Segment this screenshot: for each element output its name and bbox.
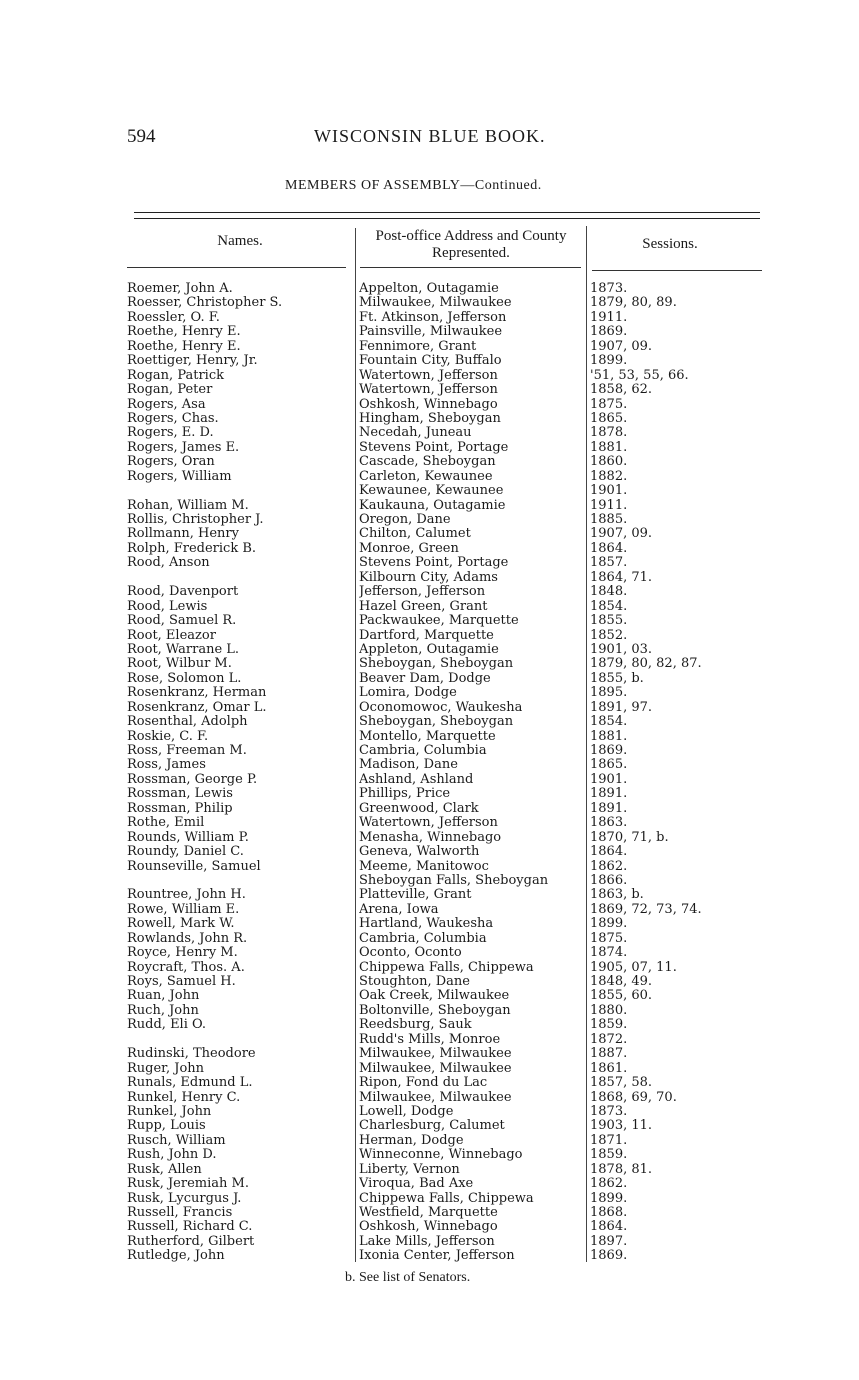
- post-office-county: Lomira, Dodge: [359, 686, 457, 701]
- table-row: [0, 1004, 859, 1018]
- table-row: [0, 600, 859, 614]
- table-row: [0, 1091, 859, 1105]
- member-name: Rush, John D.: [127, 1148, 217, 1163]
- table-row: [0, 874, 859, 888]
- post-office-county: Madison, Dane: [359, 758, 458, 773]
- table-row: [0, 1206, 859, 1220]
- sessions: 1869.: [590, 744, 628, 758]
- table-row: [0, 282, 859, 296]
- post-office-county: Ft. Atkinson, Jefferson: [359, 310, 507, 325]
- sessions: 1863, b.: [590, 888, 644, 903]
- sessions: 1879, 80, 82, 87.: [590, 657, 702, 672]
- table-row: [0, 369, 859, 383]
- member-name: Ross, James: [127, 758, 206, 773]
- sessions: 1885.: [590, 513, 628, 527]
- post-office-county: Hartland, Waukesha: [359, 917, 494, 932]
- sessions: 1864.: [590, 845, 628, 860]
- sessions: 1858, 62.: [590, 383, 653, 398]
- post-office-county: Jefferson, Jefferson: [359, 585, 486, 600]
- sessions: 1880.: [590, 1003, 628, 1018]
- member-name: Rood, Davenport: [127, 585, 239, 600]
- post-office-county: Watertown, Jefferson: [359, 816, 498, 831]
- table-row: [0, 946, 859, 960]
- sessions: 1881.: [590, 440, 628, 455]
- running-head: WISCONSIN BLUE BOOK.: [314, 126, 546, 146]
- member-name: Rogers, Oran: [127, 455, 215, 470]
- sessions: 1907, 09.: [590, 339, 653, 354]
- member-name: Rogers, Asa: [127, 397, 206, 412]
- post-office-county: Cascade, Sheboygan: [359, 455, 496, 470]
- sessions: 1895.: [590, 686, 628, 701]
- table-row: [0, 340, 859, 354]
- member-name: Rossman, Philip: [127, 801, 233, 816]
- post-office-county: Montello, Marquette: [359, 729, 496, 744]
- sessions: 1869.: [590, 325, 628, 340]
- post-office-county: Milwaukee, Milwaukee: [359, 1090, 512, 1105]
- footnote: b. See list of Senators.: [345, 1270, 471, 1285]
- sessions: 1864, 71.: [590, 570, 653, 585]
- member-name: Root, Wilbur M.: [127, 657, 232, 672]
- post-office-county: Arena, Iowa: [359, 902, 439, 917]
- sessions: 1879, 80, 89.: [590, 296, 677, 311]
- table-row: [0, 354, 859, 368]
- member-name: Rossman, George P.: [127, 772, 258, 787]
- sessions: 1868.: [590, 1206, 628, 1220]
- column-header-sessions: Sessions.: [642, 236, 698, 252]
- post-office-county: Hazel Green, Grant: [359, 599, 488, 614]
- member-name: Rood, Lewis: [127, 599, 208, 614]
- sessions: 1869, 72, 73, 74.: [590, 902, 702, 917]
- sessions: 1855, b.: [590, 671, 644, 686]
- member-name: Rusk, Lycurgus J.: [127, 1191, 242, 1206]
- table-row: [0, 1192, 859, 1206]
- table-row: [0, 831, 859, 845]
- member-name: Rountree, John H.: [127, 888, 246, 903]
- post-office-county: Oak Creek, Milwaukee: [359, 989, 510, 1004]
- sessions: 1901.: [590, 484, 628, 499]
- sessions: 1901, 03.: [590, 642, 653, 657]
- member-name: Rossman, Lewis: [127, 787, 233, 802]
- member-name: Rupp, Louis: [127, 1119, 206, 1134]
- members-table: [0, 282, 859, 1264]
- table-row: [0, 556, 859, 570]
- table-row: [0, 961, 859, 975]
- sessions: 1878, 81.: [590, 1162, 653, 1177]
- sessions: 1852.: [590, 628, 628, 643]
- post-office-county: Menasha, Winnebago: [359, 830, 502, 845]
- sessions: 1863.: [590, 816, 628, 831]
- sessions: 1859.: [590, 1018, 628, 1033]
- sessions: 1897.: [590, 1234, 628, 1249]
- member-name: Root, Warrane L.: [127, 642, 240, 657]
- sessions: 1854.: [590, 715, 628, 730]
- table-row: [0, 845, 859, 859]
- post-office-county: Kewaunee, Kewaunee: [359, 484, 504, 499]
- post-office-county: Greenwood, Clark: [359, 801, 479, 816]
- post-office-county: Oconto, Oconto: [359, 946, 462, 961]
- post-office-county: Phillips, Price: [359, 787, 451, 802]
- table-row: [0, 296, 859, 310]
- table-row: [0, 816, 859, 830]
- member-name: Roemer, John A.: [127, 282, 233, 296]
- sessions: 1887.: [590, 1047, 628, 1062]
- post-office-county: Rudd's Mills, Monroe: [359, 1032, 501, 1047]
- post-office-county: Cambria, Columbia: [359, 744, 487, 758]
- member-name: Ruch, John: [127, 1003, 199, 1018]
- post-office-county: Westfield, Marquette: [359, 1206, 498, 1220]
- table-row: [0, 787, 859, 801]
- post-office-county: Kaukauna, Outagamie: [359, 498, 506, 513]
- member-name: Rudinski, Theodore: [127, 1047, 256, 1062]
- post-office-county: Watertown, Jefferson: [359, 383, 498, 398]
- sessions: 1907, 09.: [590, 527, 653, 542]
- sessions: 1881.: [590, 729, 628, 744]
- post-office-county: Appelton, Outagamie: [359, 282, 499, 296]
- table-row: [0, 1105, 859, 1119]
- member-name: Rood, Anson: [127, 556, 210, 571]
- column-header-underline-post: [360, 267, 581, 268]
- table-row: [0, 1134, 859, 1148]
- member-name: Russell, Francis: [127, 1206, 233, 1220]
- post-office-county: Lowell, Dodge: [359, 1104, 454, 1119]
- table-row: [0, 975, 859, 989]
- post-office-county: Oregon, Dane: [359, 513, 451, 527]
- sessions: 1891.: [590, 801, 628, 816]
- member-name: Ruger, John: [127, 1061, 205, 1076]
- member-name: Rollmann, Henry: [127, 527, 239, 542]
- table-row: [0, 715, 859, 729]
- sessions: 1855, 60.: [590, 989, 653, 1004]
- post-office-county: Chilton, Calumet: [359, 527, 471, 542]
- member-name: Rosenkranz, Herman: [127, 686, 267, 701]
- member-name: Rusch, William: [127, 1133, 226, 1148]
- sessions: 1905, 07, 11.: [590, 960, 677, 975]
- member-name: Rogan, Peter: [127, 383, 213, 398]
- post-office-county: Chippewa Falls, Chippewa: [359, 960, 534, 975]
- table-row: [0, 643, 859, 657]
- sessions: 1862.: [590, 859, 628, 874]
- member-name: Rudd, Eli O.: [127, 1018, 207, 1033]
- table-row: [0, 758, 859, 772]
- post-office-county: Necedah, Juneau: [359, 426, 472, 441]
- post-office-county: Monroe, Green: [359, 541, 459, 556]
- table-row: [0, 657, 859, 671]
- member-name: Roys, Samuel H.: [127, 975, 236, 989]
- post-office-county: Ashland, Ashland: [359, 772, 474, 787]
- member-name: Rutledge, John: [127, 1249, 225, 1264]
- table-row: [0, 426, 859, 440]
- post-office-county: Herman, Dodge: [359, 1133, 464, 1148]
- post-office-county: Geneva, Walworth: [359, 845, 480, 860]
- sessions: 1857.: [590, 556, 628, 571]
- table-row: [0, 484, 859, 498]
- post-office-county: Sheboygan, Sheboygan: [359, 715, 514, 730]
- member-name: Rowe, William E.: [127, 902, 240, 917]
- table-row: [0, 1033, 859, 1047]
- sessions: 1903, 11.: [590, 1119, 653, 1134]
- table-row: [0, 1163, 859, 1177]
- sessions: 1864.: [590, 1220, 628, 1235]
- table-row: [0, 1062, 859, 1076]
- table-row: [0, 744, 859, 758]
- table-row: [0, 470, 859, 484]
- member-name: Root, Eleazor: [127, 628, 216, 643]
- table-row: [0, 383, 859, 397]
- sessions: 1899.: [590, 917, 628, 932]
- post-office-county: Kilbourn City, Adams: [359, 570, 498, 585]
- table-row: [0, 932, 859, 946]
- post-office-county: Stoughton, Dane: [359, 975, 470, 989]
- post-office-county: Stevens Point, Portage: [359, 556, 509, 571]
- column-header-underline-names: [127, 267, 346, 268]
- member-name: Roskie, C. F.: [127, 729, 209, 744]
- sessions: 1855.: [590, 614, 628, 629]
- table-row: [0, 1076, 859, 1090]
- post-office-county: Liberty, Vernon: [359, 1162, 460, 1177]
- member-name: Rohan, William M.: [127, 498, 249, 513]
- sessions: 1878.: [590, 426, 628, 441]
- table-row: [0, 398, 859, 412]
- member-name: Rogers, William: [127, 469, 232, 484]
- table-row: [0, 585, 859, 599]
- member-name: Roesser, Christopher S.: [127, 296, 283, 311]
- post-office-county: Dartford, Marquette: [359, 628, 494, 643]
- member-name: Rose, Solomon L.: [127, 671, 242, 686]
- header-rule-top: [134, 212, 760, 213]
- table-row: [0, 1177, 859, 1191]
- post-office-county: Winneconne, Winnebago: [359, 1148, 523, 1163]
- member-name: Roethe, Henry E.: [127, 325, 241, 340]
- post-office-county: Milwaukee, Milwaukee: [359, 1061, 512, 1076]
- member-name: Rothe, Emil: [127, 816, 205, 831]
- table-row: [0, 672, 859, 686]
- member-name: Rolph, Frederick B.: [127, 541, 257, 556]
- member-name: Rosenkranz, Omar L.: [127, 700, 267, 715]
- table-row: [0, 1047, 859, 1061]
- sessions: 1848, 49.: [590, 975, 653, 989]
- sessions: 1870, 71, b.: [590, 830, 669, 845]
- sessions: 1861.: [590, 1061, 628, 1076]
- sessions: 1882.: [590, 469, 628, 484]
- post-office-county: Ixonia Center, Jefferson: [359, 1249, 515, 1264]
- member-name: Rogan, Patrick: [127, 368, 224, 383]
- column-header-post-office: Post-office Address and County Represented.: [375, 228, 567, 261]
- table-row: [0, 773, 859, 787]
- table-row: [0, 513, 859, 527]
- member-name: Rogers, James E.: [127, 440, 240, 455]
- sessions: 1891, 97.: [590, 700, 653, 715]
- sessions: 1901.: [590, 772, 628, 787]
- member-name: Runkel, Henry C.: [127, 1090, 241, 1105]
- table-row: [0, 1235, 859, 1249]
- member-name: Rollis, Christopher J.: [127, 513, 264, 527]
- sessions: 1899.: [590, 1191, 628, 1206]
- member-name: Roundy, Daniel C.: [127, 845, 244, 860]
- sessions: 1859.: [590, 1148, 628, 1163]
- member-name: Rowell, Mark W.: [127, 917, 235, 932]
- table-row: [0, 686, 859, 700]
- table-row: [0, 412, 859, 426]
- post-office-county: Reedsburg, Sauk: [359, 1018, 472, 1033]
- sessions: 1868, 69, 70.: [590, 1090, 677, 1105]
- table-row: [0, 629, 859, 643]
- sessions: 1874.: [590, 946, 628, 961]
- table-row: [0, 888, 859, 902]
- member-name: Royce, Henry M.: [127, 946, 238, 961]
- sessions: 1911.: [590, 310, 628, 325]
- page-number: 594: [127, 126, 156, 147]
- member-name: Rood, Samuel R.: [127, 614, 237, 629]
- post-office-county: Meeme, Manitowoc: [359, 859, 489, 874]
- member-name: Roettiger, Henry, Jr.: [127, 354, 258, 369]
- post-office-county: Packwaukee, Marquette: [359, 614, 519, 629]
- post-office-county: Appleton, Outagamie: [359, 642, 499, 657]
- member-name: Rogers, Chas.: [127, 411, 219, 426]
- member-name: Rogers, E. D.: [127, 426, 214, 441]
- post-office-county: Hingham, Sheboygan: [359, 411, 501, 426]
- table-row: [0, 1018, 859, 1032]
- post-office-county: Platteville, Grant: [359, 888, 472, 903]
- member-name: Rusk, Allen: [127, 1162, 202, 1177]
- sessions: 1854.: [590, 599, 628, 614]
- sessions: 1865.: [590, 411, 628, 426]
- post-office-county: Chippewa Falls, Chippewa: [359, 1191, 534, 1206]
- sessions: 1857, 58.: [590, 1076, 653, 1091]
- member-name: Rusk, Jeremiah M.: [127, 1177, 249, 1192]
- table-row: [0, 989, 859, 1003]
- table-row: [0, 917, 859, 931]
- sessions: 1864.: [590, 541, 628, 556]
- table-row: [0, 860, 859, 874]
- post-office-county: Cambria, Columbia: [359, 931, 487, 946]
- sessions: 1911.: [590, 498, 628, 513]
- sessions: 1872.: [590, 1032, 628, 1047]
- member-name: Roethe, Henry E.: [127, 339, 241, 354]
- column-header-names: Names.: [217, 233, 263, 249]
- sessions: 1869.: [590, 1249, 628, 1264]
- table-row: [0, 701, 859, 715]
- sessions: 1891.: [590, 787, 628, 802]
- member-name: Rutherford, Gilbert: [127, 1234, 255, 1249]
- member-name: Runals, Edmund L.: [127, 1076, 253, 1091]
- post-office-county: Ripon, Fond du Lac: [359, 1076, 488, 1091]
- table-row: [0, 441, 859, 455]
- post-office-county: Oconomowoc, Waukesha: [359, 700, 523, 715]
- sessions: 1873.: [590, 282, 628, 296]
- post-office-county: Lake Mills, Jefferson: [359, 1234, 495, 1249]
- post-office-county: Stevens Point, Portage: [359, 440, 509, 455]
- table-row: [0, 571, 859, 585]
- sessions: 1875.: [590, 931, 628, 946]
- sessions: 1860.: [590, 455, 628, 470]
- header-rule-bottom: [134, 218, 760, 219]
- post-office-county: Sheboygan, Sheboygan: [359, 657, 514, 672]
- post-office-county: Fennimore, Grant: [359, 339, 477, 354]
- table-row: [0, 614, 859, 628]
- table-row: [0, 730, 859, 744]
- table-row: [0, 455, 859, 469]
- post-office-county: Milwaukee, Milwaukee: [359, 296, 512, 311]
- member-name: Ruan, John: [127, 989, 200, 1004]
- member-name: Rosenthal, Adolph: [127, 715, 248, 730]
- sessions: 1865.: [590, 758, 628, 773]
- table-row: [0, 1220, 859, 1234]
- table-row: [0, 311, 859, 325]
- member-name: Rounseville, Samuel: [127, 859, 261, 874]
- member-name: Rowlands, John R.: [127, 931, 248, 946]
- post-office-county: Painsville, Milwaukee: [359, 325, 503, 340]
- sessions: 1848.: [590, 585, 628, 600]
- table-row: [0, 802, 859, 816]
- table-row: [0, 542, 859, 556]
- member-name: Russell, Richard C.: [127, 1220, 253, 1235]
- post-office-county: Sheboygan Falls, Sheboygan: [359, 873, 549, 888]
- post-office-county: Milwaukee, Milwaukee: [359, 1047, 512, 1062]
- table-row: [0, 1249, 859, 1263]
- post-office-county: Boltonville, Sheboygan: [359, 1003, 511, 1018]
- member-name: Ross, Freeman M.: [127, 744, 247, 758]
- table-row: [0, 499, 859, 513]
- post-office-county: Beaver Dam, Dodge: [359, 671, 491, 686]
- post-office-county: Oshkosh, Winnebago: [359, 1220, 498, 1235]
- sessions: 1873.: [590, 1104, 628, 1119]
- sessions: '51, 53, 55, 66.: [590, 368, 689, 383]
- table-row: [0, 527, 859, 541]
- post-office-county: Watertown, Jefferson: [359, 368, 498, 383]
- member-name: Roessler, O. F.: [127, 310, 220, 325]
- sessions: 1871.: [590, 1133, 628, 1148]
- post-office-county: Oshkosh, Winnebago: [359, 397, 498, 412]
- member-name: Runkel, John: [127, 1104, 212, 1119]
- sessions: 1866.: [590, 873, 628, 888]
- sessions: 1862.: [590, 1177, 628, 1192]
- sessions: 1875.: [590, 397, 628, 412]
- table-row: [0, 1148, 859, 1162]
- post-office-county: Fountain City, Buffalo: [359, 354, 502, 369]
- post-office-county: Charlesburg, Calumet: [359, 1119, 505, 1134]
- table-row: [0, 1119, 859, 1133]
- member-name: Roycraft, Thos. A.: [127, 960, 245, 975]
- sessions: 1899.: [590, 354, 628, 369]
- table-subtitle: MEMBERS OF ASSEMBLY—Continued.: [285, 178, 542, 193]
- member-name: Rounds, William P.: [127, 830, 249, 845]
- table-row: [0, 903, 859, 917]
- column-header-underline-sessions: [592, 270, 762, 271]
- post-office-county: Carleton, Kewaunee: [359, 469, 493, 484]
- table-row: [0, 325, 859, 339]
- post-office-county: Viroqua, Bad Axe: [359, 1177, 474, 1192]
